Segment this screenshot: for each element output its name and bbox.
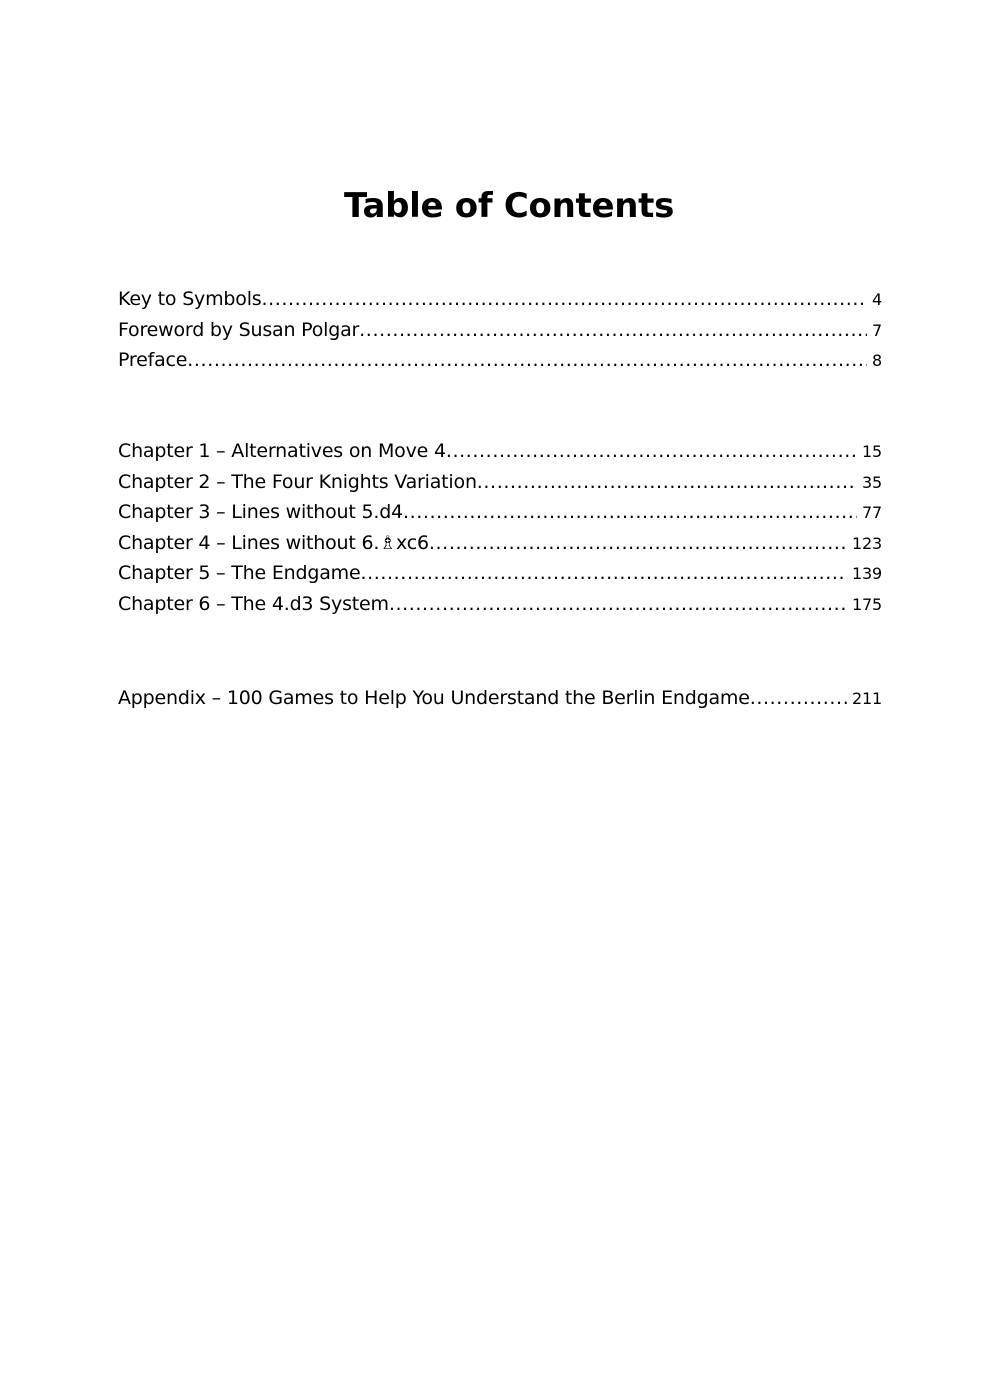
toc-entry-label-prefix: Chapter 4 – Lines without 6. (118, 531, 380, 554)
toc-entry-page-number: 123 (852, 533, 882, 553)
toc-entry-page-number: 139 (852, 564, 882, 583)
toc-entry-label: Foreword by Susan Polgar (118, 318, 360, 341)
toc-entry-label: Chapter 1 – Alternatives on Move 4 (118, 440, 446, 462)
toc-entry-page-number: 15 (862, 442, 882, 461)
dot-leader (446, 436, 857, 467)
toc-entry-chapter-3[interactable] (118, 497, 882, 528)
toc-front-matter (118, 284, 882, 376)
toc-entry-label-suffix: xc6 (396, 531, 429, 554)
toc-entry-label: Chapter 5 – The Endgame (118, 562, 361, 584)
toc-entry-page-number: 7 (872, 320, 882, 340)
dot-leader (477, 467, 857, 498)
toc-entry-key-to-symbols[interactable] (118, 284, 882, 315)
toc-entry-preface[interactable] (118, 345, 882, 376)
toc-entry-label: Preface (118, 349, 188, 371)
toc-entry-page-number: 211 (852, 689, 882, 708)
toc-entry-chapter-4[interactable] (118, 528, 882, 559)
toc-entry-label: Appendix – 100 Games to Help You Understand the Berlin Endgame (118, 687, 750, 709)
toc-entry-page-number: 4 (872, 290, 882, 309)
toc-entry-label: Chapter 2 – The Four Knights Variation (118, 470, 477, 493)
toc-entry-chapter-2[interactable] (118, 467, 882, 498)
toc-entry-appendix[interactable] (118, 683, 882, 714)
toc-chapters (118, 436, 882, 619)
toc-entry-label: Key to Symbols (118, 288, 262, 310)
toc-appendix (118, 683, 882, 714)
toc-entry-label: Chapter 6 – The 4.d3 System (118, 592, 389, 615)
dot-leader (360, 558, 847, 589)
dot-leader (750, 683, 847, 714)
toc-entry-page-number: 8 (872, 351, 882, 370)
toc-entry-label (118, 528, 429, 559)
dot-leader (403, 497, 857, 528)
toc-entry-chapter-6[interactable] (118, 589, 882, 620)
dot-leader (359, 315, 867, 346)
toc-entry-chapter-5[interactable] (118, 558, 882, 589)
toc-entry-chapter-1[interactable] (118, 436, 882, 467)
page-title: Table of Contents (343, 186, 675, 226)
dot-leader (429, 528, 847, 559)
toc-entry-page-number: 77 (862, 503, 882, 522)
bishop-icon: ♗ (379, 531, 397, 554)
dot-leader (187, 345, 867, 376)
dot-leader (261, 284, 867, 315)
toc-entry-page-number: 175 (852, 594, 882, 614)
toc-entry-page-number: 35 (862, 472, 882, 492)
dot-leader (389, 589, 847, 620)
toc-entry-label: Chapter 3 – Lines without 5.d4 (118, 501, 403, 523)
toc-entry-foreword[interactable] (118, 315, 882, 346)
